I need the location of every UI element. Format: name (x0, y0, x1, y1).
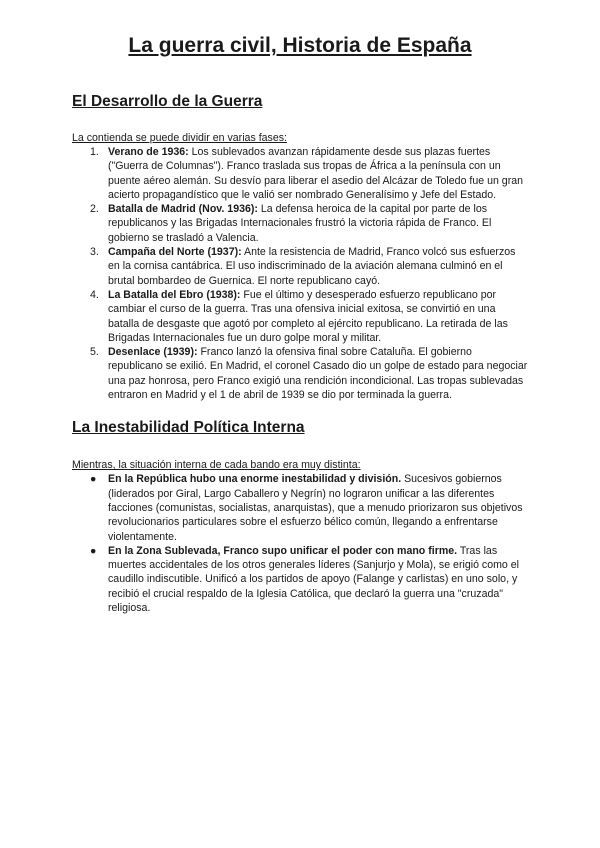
phase-text: Ante la resistencia de Madrid, Franco volcó sus esfuerzos en la cornisa cantábrica. El uso indiscriminado de la aviación alemana culminó en el brutal bombardeo de Guernica. El norte republicano cayó. (108, 246, 516, 287)
bando-title: En la República hubo una enorme inestabilidad y división. (108, 473, 402, 486)
document-title: La guerra civil, Historia de España (128, 34, 472, 57)
list-marker: 5. (90, 346, 99, 359)
bando-title: En la Zona Sublevada, Franco supo unificar el poder con mano firme. (108, 544, 458, 557)
section-intro-inestabilidad: Mientras, la situación interna de cada bando era muy distinta: (72, 459, 361, 472)
list-item (72, 288, 528, 345)
list-item (72, 245, 528, 288)
phase-title: Campaña del Norte (1937): (108, 246, 242, 259)
phase-title: La Batalla del Ebro (1938): (108, 288, 241, 301)
list-marker: 4. (90, 288, 99, 301)
bando-text: Sucesivos gobiernos (liderados por Giral, Largo Caballero y Negrín) no lograron unificar a las diferentes facciones (comunistas, socialistas, anarquistas), que a menudo priorizaron sus objetivos revolucionarios particulares sobre el esfuerzo bélico común, llegando a enfrentarse violentamente. (108, 473, 523, 543)
bullet-icon: ● (90, 473, 97, 486)
list-marker: 3. (90, 246, 99, 259)
phase-text: Fue el último y desesperado esfuerzo republicano por cambiar el curso de la guerra. Tras una ofensiva inicial exitosa, se convirtió en una batalla de desgaste que agotó por completo al ejército republicano. La retirada de las Brigadas Internacionales fue un duro golpe moral y militar. (108, 288, 508, 344)
list-marker: 2. (90, 203, 99, 216)
section-heading-inestabilidad: La Inestabilidad Política Interna (72, 419, 305, 437)
list-item (72, 202, 528, 245)
phase-text: Los sublevados avanzan rápidamente desde sus plazas fuertes ("Guerra de Columnas"). Franco traslada sus tropas de África a la península con un puente aéreo alemán. Su desvío para liberar el asedio del Alcázar de Toledo fue un gran acierto propagandístico que le valió ser nombrado Generalísimo y Jefe del Estado. (108, 146, 524, 201)
list-item (72, 472, 528, 543)
section-heading-desarrollo: El Desarrollo de la Guerra (72, 93, 263, 110)
list-marker: 1. (90, 146, 99, 158)
list-item (72, 345, 528, 402)
bando-text: Tras las muertes accidentales de los otros generales líderes (Sanjurjo y Mola), se erigió como el caudillo indiscutible. Unificó a los partidos de apoyo (Falange y carlistas) en uno solo, y recibió el crucial respaldo de la Iglesia Católica, que declaró la guerra una "cruzada" religiosa. (108, 544, 519, 615)
bullet-icon: ● (90, 544, 97, 557)
phase-title: Desenlace (1939): (108, 346, 198, 359)
list-item (72, 544, 528, 615)
phase-title: Verano de 1936: (108, 146, 189, 158)
phase-text: Franco lanzó la ofensiva final sobre Cataluña. El gobierno republicano se exilió. En Madrid, el coronel Casado dio un golpe de estado para negociar una paz honrosa, pero Franco exigió una rendición incondicional. Las tropas sublevadas entraron en Madrid y el 1 de abril de 1939 se dio por terminada la guerra. (108, 346, 528, 402)
phases-list (72, 145, 528, 402)
phase-text: La defensa heroica de la capital por parte de los republicanos y las Brigadas Internacionales frustró la victoria rápida de Franco. El gobierno se trasladó a Valencia. (108, 203, 492, 244)
bandos-list (72, 472, 528, 615)
list-item (72, 145, 528, 202)
phase-title: Batalla de Madrid (Nov. 1936): (108, 203, 258, 216)
section-intro-desarrollo: La contienda se puede dividir en varias fases: (72, 132, 287, 144)
